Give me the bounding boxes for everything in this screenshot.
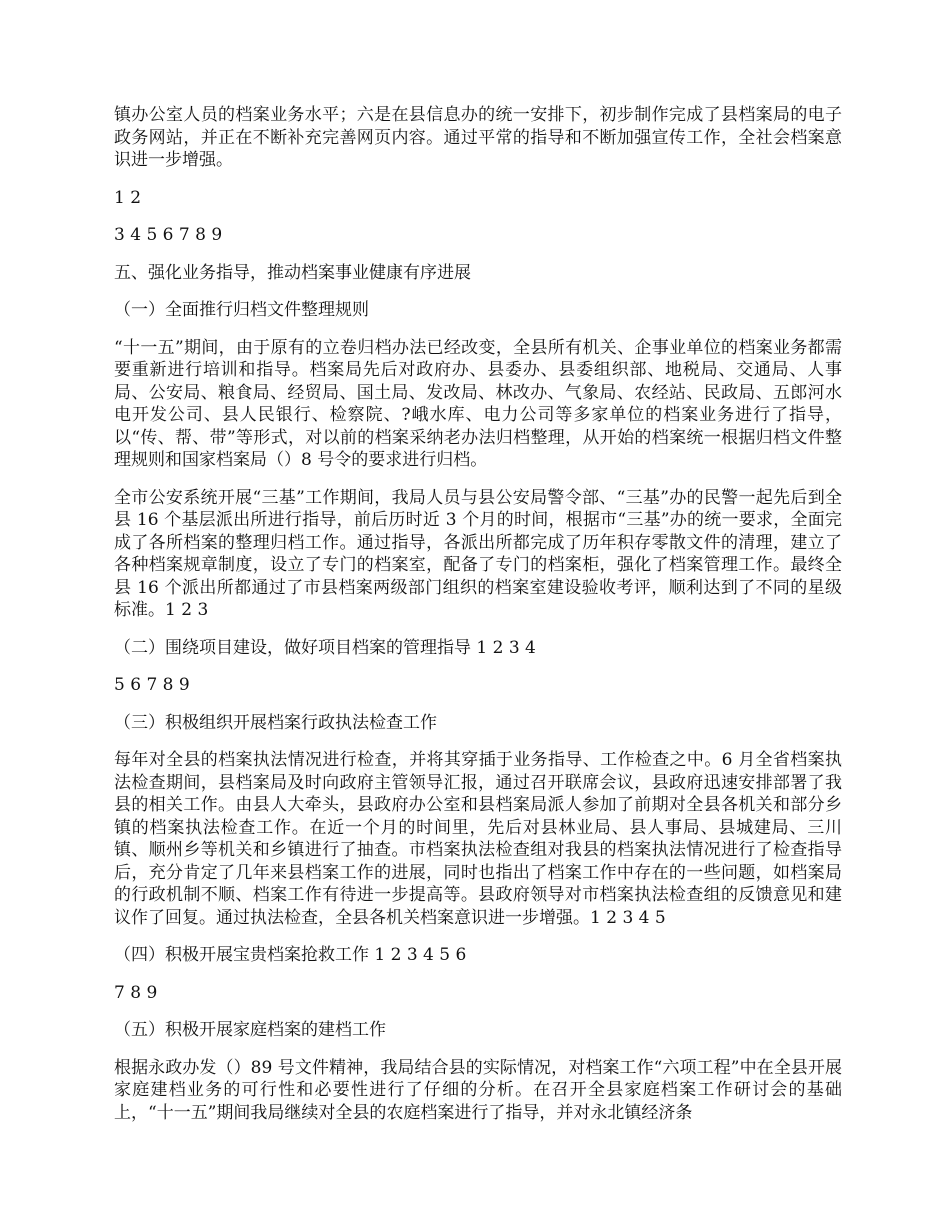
paragraph-law-enforcement: 每年对全县的档案执法情况进行检查，并将其穿插于业务指导、工作检查之中。6 月全省档案执法检查期间，县档案局及时向政府主管领导汇报，通过召开联席会议，县政府迅速安排部署了我县的相关工作。由县人大牵头，县政府办公室和县档案局派人参加了前期对全县各机关和部分乡镇的档案执法检查工作。在近一个月的时间里，先后对县林业局、县人事局、县城建局、三川镇、顺州乡等机关和乡镇进行了抽查。市档案执法检查组对我县的档案执法情况进行了检查指导后，充分肯定了几年来县档案工作的进展，同时也指出了档案工作中存在的一些问题，如档案局的行政机制不顺、档案工作有待进一步提高等。县政府领导对市档案执法检查组的反馈意见和建议作了回复。通过执法检查，全县各机关档案意识进一步增强。1 2 3 4 5 <box>114 750 842 928</box>
subsection-heading-5: （五）积极开展家庭档案的建档工作 <box>114 1020 386 1040</box>
subsection-heading-3: （三）积极组织开展档案行政执法检查工作 <box>114 712 437 733</box>
document-page <box>114 104 842 1139</box>
paragraph-family-archives: 根据永政办发（）89 号文件精神，我局结合县的实际情况，对档案工作“六项工程”中在全县开展家庭建档业务的可行性和必要性进行了仔细的分析。在召开全县家庭档案工作研讨会的基础上，“十一五”期间我局继续对全县的农庭档案进行了指导，并对永北镇经济条 <box>114 1057 842 1123</box>
subsection-heading-4: （四）积极开展宝贵档案抢救工作 1 2 3 4 5 6 <box>114 945 467 965</box>
page-number-line: 3 4 5 6 7 8 9 <box>114 225 223 245</box>
paragraph-archive-guidance: “十一五”期间，由于原有的立卷归档办法已经改变，全县所有机关、企事业单位的档案业务都需要重新进行培训和指导。档案局先后对政府办、县委办、县委组织部、地税局、交通局、人事局、公安局、粮食局、经贸局、国土局、发改局、林改办、气象局、农经站、民政局、五郎河水电开发公司、县人民银行、检察院、?峨水库、电力公司等多家单位的档案业务进行了指导，以“传、帮、带”等形式，对以前的档案采纳老办法归档整理，从开始的档案统一根据归档文件整理规则和国家档案局（）8 号令的要求进行归档。 <box>114 337 842 470</box>
paragraph-intro: 镇办公室人员的档案业务水平；六是在县信息办的统一安排下，初步制作完成了县档案局的电子政务网站，并正在不断补充完善网页内容。通过平常的指导和不断加强宣传工作，全社会档案意识进一步增强。 <box>114 105 842 170</box>
section-heading-5: 五、强化业务指导，推动档案事业健康有序进展 <box>114 262 471 283</box>
subsection-heading-2: （二）围绕项目建设，做好项目档案的管理指导 1 2 3 4 <box>114 637 536 658</box>
paragraph-police-archives: 全市公安系统开展“三基”工作期间，我局人员与县公安局警令部、“三基”办的民警一起先后到全县 16 个基层派出所进行指导，前后历时近 3 个月的时间，根据市“三基”办的统一要求，全面完成了各所档案的整理归档工作。通过指导，各派出所都完成了历年积存零散文件的清理，建立了各种档案规章制度，设立了专门的档案室，配备了专门的档案柜，强化了档案管理工作。最终全县 16 个派出所都通过了市县档案两级部门组织的档案室建设验收考评，顺利达到了不同的星级标准。1 2 3 <box>114 487 842 620</box>
page-number-line: 1 2 <box>114 187 142 208</box>
page-number-line: 7 8 9 <box>114 982 158 1003</box>
page-number-line: 5 6 7 8 9 <box>114 675 190 695</box>
subsection-heading-1: （一）全面推行归档文件整理规则 <box>114 300 369 320</box>
